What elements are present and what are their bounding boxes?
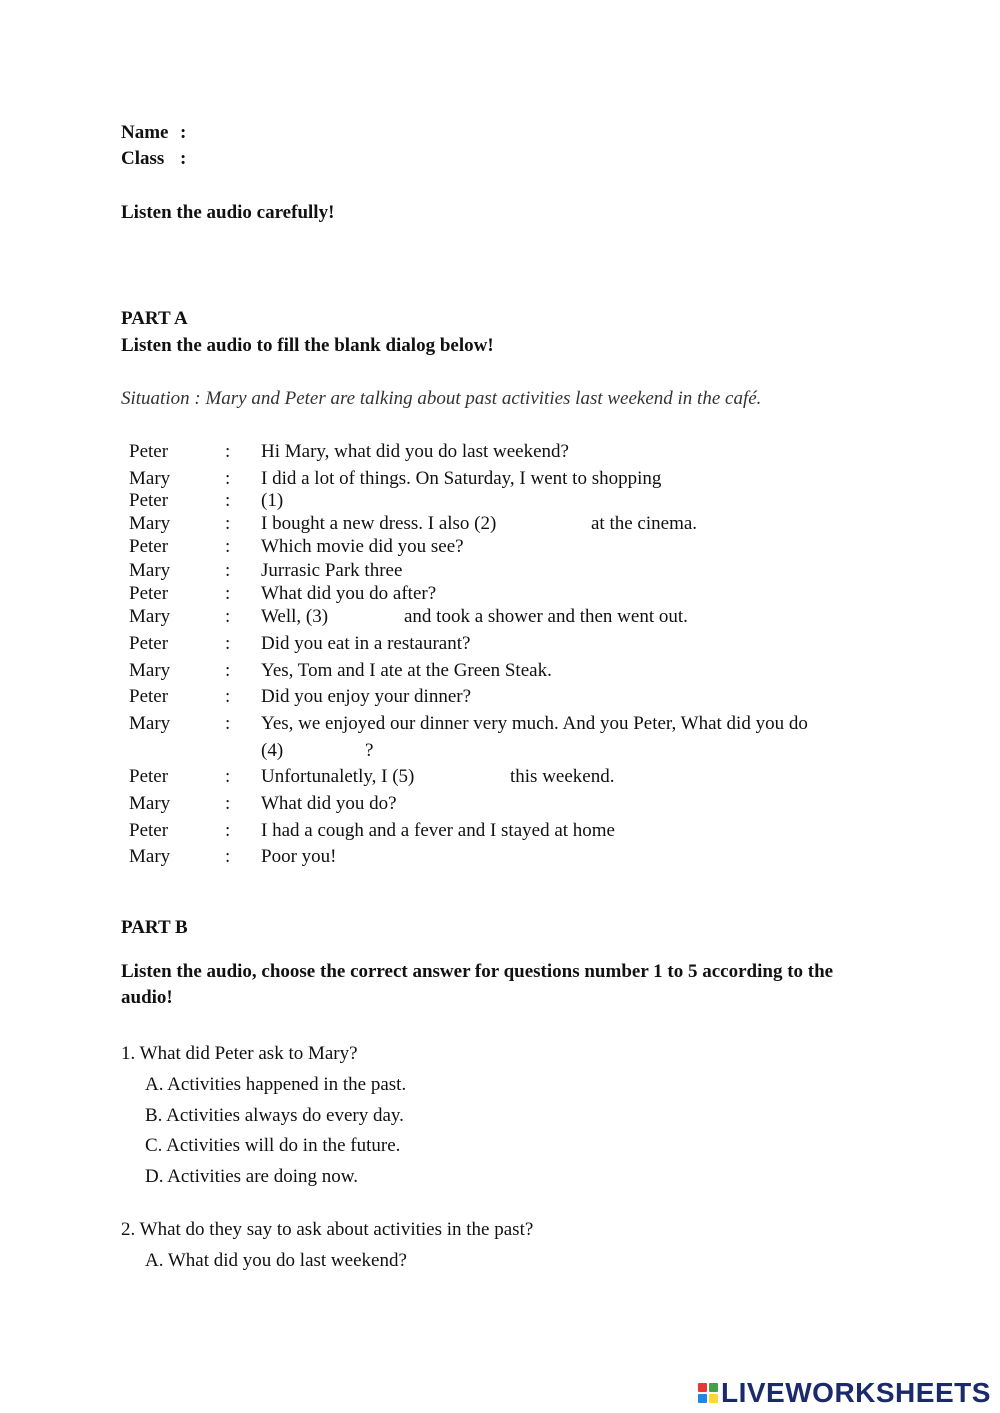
situation-text: Situation : Mary and Peter are talking about past activities last weekend in the café.	[121, 388, 762, 409]
dialog-colon: :	[225, 686, 231, 707]
dialog-line: What did you do?	[261, 793, 397, 814]
dialog-line-after: at the cinema.	[591, 513, 698, 534]
dialog-colon: :	[225, 560, 231, 581]
dialog-colon: :	[225, 606, 231, 627]
dialog-speaker: Mary	[129, 468, 171, 489]
liveworksheets-logo	[698, 1378, 991, 1408]
question-text: 2. What do they say to ask about activities in the past?	[121, 1219, 534, 1240]
class-label: Class	[121, 148, 165, 169]
answer-option[interactable]: A. Activities happened in the past.	[145, 1074, 407, 1095]
dialog-line: I did a lot of things. On Saturday, I went to shopping	[261, 468, 662, 489]
logo-blocks-icon	[698, 1383, 718, 1403]
dialog-colon: :	[225, 660, 231, 681]
dialog-line: Poor you!	[261, 846, 337, 867]
dialog-colon: :	[225, 633, 231, 654]
part-b-instruction: Listen the audio, choose the correct answer for questions number 1 to 5 according to the	[121, 961, 834, 982]
dialog-colon: :	[225, 583, 231, 604]
name-label: Name	[121, 122, 169, 143]
dialog-speaker: Peter	[129, 583, 169, 604]
dialog-speaker: Peter	[129, 686, 169, 707]
dialog-line: I bought a new dress. I also (2)	[261, 513, 497, 534]
part-b-instruction-cont: audio!	[121, 987, 173, 1008]
dialog-speaker: Peter	[129, 633, 169, 654]
main-instruction: Listen the audio carefully!	[121, 202, 335, 223]
dialog-speaker: Mary	[129, 606, 171, 627]
dialog-line: Unfortunaletly, I (5)	[261, 766, 415, 787]
dialog-speaker: Mary	[129, 513, 171, 534]
dialog-colon: :	[225, 441, 231, 462]
name-colon: :	[180, 122, 187, 143]
part-a-title: PART A	[121, 308, 188, 329]
dialog-line: What did you do after?	[261, 583, 437, 604]
dialog-colon: :	[225, 468, 231, 489]
dialog-colon: :	[225, 793, 231, 814]
dialog-line: Yes, we enjoyed our dinner very much. And you Peter, What did you do	[261, 713, 808, 734]
logo-text: LIVEWORKSHEETS	[721, 1377, 991, 1408]
dialog-colon: :	[225, 490, 231, 511]
part-b-title: PART B	[121, 917, 188, 938]
dialog-line: Which movie did you see?	[261, 536, 464, 557]
dialog-colon: :	[225, 536, 231, 557]
answer-option[interactable]: A. What did you do last weekend?	[145, 1250, 407, 1271]
answer-option[interactable]: C. Activities will do in the future.	[145, 1135, 401, 1156]
dialog-speaker: Peter	[129, 490, 169, 511]
dialog-line: (1)	[261, 490, 284, 511]
dialog-colon: :	[225, 713, 231, 734]
dialog-line-after: and took a shower and then went out.	[404, 606, 688, 627]
dialog-line: Yes, Tom and I ate at the Green Steak.	[261, 660, 552, 681]
dialog-line: Did you enjoy your dinner?	[261, 686, 472, 707]
dialog-colon: :	[225, 846, 231, 867]
dialog-line-cont: (4)	[261, 740, 284, 761]
dialog-speaker: Mary	[129, 660, 171, 681]
dialog-speaker: Peter	[129, 536, 169, 557]
question-text: 1. What did Peter ask to Mary?	[121, 1043, 358, 1064]
dialog-line: I had a cough and a fever and I stayed at home	[261, 820, 615, 841]
class-colon: :	[180, 148, 187, 169]
dialog-speaker: Peter	[129, 441, 169, 462]
dialog-speaker: Peter	[129, 766, 169, 787]
dialog-line: Did you eat in a restaurant?	[261, 633, 471, 654]
dialog-colon: :	[225, 820, 231, 841]
answer-option[interactable]: B. Activities always do every day.	[145, 1105, 404, 1126]
answer-option[interactable]: D. Activities are doing now.	[145, 1166, 359, 1187]
dialog-speaker: Peter	[129, 820, 169, 841]
part-a-instruction: Listen the audio to fill the blank dialog below!	[121, 335, 494, 356]
dialog-line: Hi Mary, what did you do last weekend?	[261, 441, 569, 462]
dialog-speaker: Mary	[129, 713, 171, 734]
dialog-speaker: Mary	[129, 793, 171, 814]
dialog-speaker: Mary	[129, 560, 171, 581]
dialog-line: Well, (3)	[261, 606, 329, 627]
dialog-speaker: Mary	[129, 846, 171, 867]
dialog-line-cont-after: ?	[365, 740, 374, 761]
dialog-line: Jurrasic Park three	[261, 560, 403, 581]
dialog-colon: :	[225, 513, 231, 534]
dialog-line-after: this weekend.	[510, 766, 615, 787]
dialog-colon: :	[225, 766, 231, 787]
